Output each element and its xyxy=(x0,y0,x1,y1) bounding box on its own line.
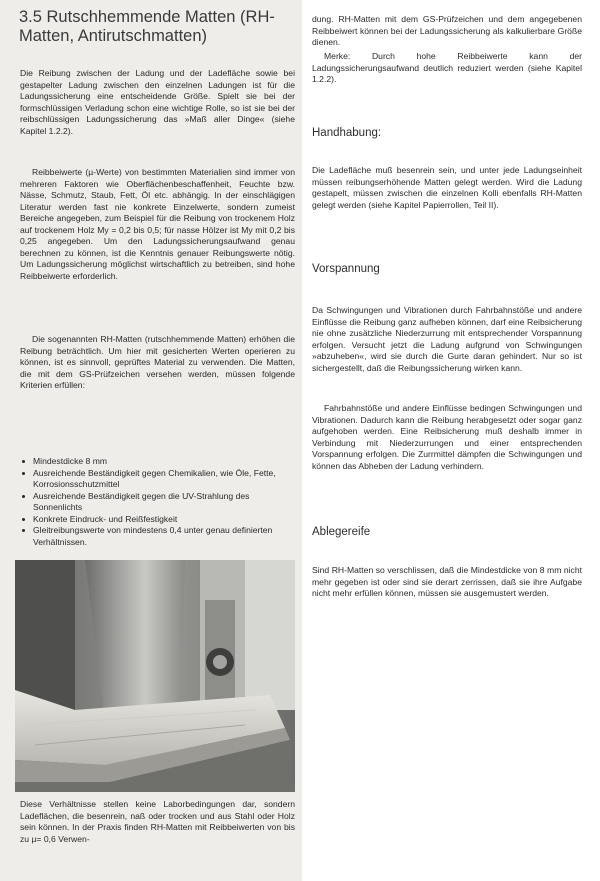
list-item: Ausreichende Beständigkeit gegen Chemikalien, wie Öle, Fette, Korrosionsschutzmittel xyxy=(20,468,290,491)
section-title: 3.5 Rutschhemmende Matten (RH-Matten, Antirutschmatten) xyxy=(19,8,275,45)
bullet-icon xyxy=(22,472,25,475)
right-paragraph-2: Merke: Durch hohe Reibbeiwerte kann der Ladungssicherungsaufwand deutlich reduziert werden (siehe Kapitel 1.2.2). xyxy=(312,51,582,85)
right-paragraph-4: Da Schwingungen und Vibrationen durch Fahrbahnstöße und andere Einflüsse die Reibung ganz aufheben können, darf eine Reibsicherung nie ohne zusätzliche Niederzurrung mit entsprechender Vorspannung erfolgen. Versucht jetzt die Ladung aufgrund von Schwingungen »abzuheben«, wird sie durch die Gurte daran gehindert. Nur so ist sichergestellt, daß die Reibungssicherung wirken kann. xyxy=(312,305,582,373)
heading-vorspannung: Vorspannung xyxy=(312,263,380,275)
left-paragraph-3: Die sogenannten RH-Matten (rutschhemmende Matten) erhöhen die Reibung beträchtlich. Um hier mit gesicherten Werten operieren zu können, ist es sinnvoll, geprüftes Material zu verwenden. Die Matten, die mit dem GS-Prüfzeichen versehen werden, müssen folgende Kriterien erfüllen: xyxy=(20,334,295,391)
right-paragraph-1: dung. RH-Matten mit dem GS-Prüfzeichen und dem angegebenen Reibbeiwert können bei der Ladungssicherung als kalkulierbare Größe dienen. xyxy=(312,14,582,48)
bullet-icon xyxy=(22,518,25,521)
list-item: Gleitreibungswerte von mindestens 0,4 unter genau definierten Verhältnissen. xyxy=(20,525,290,548)
heading-handhabung: Handhabung: xyxy=(312,127,382,139)
right-paragraph-5: Fahrbahnstöße und andere Einflüsse bedingen Schwingungen und Vibrationen. Dadurch kann die Reibung herabgesetzt oder sogar ganz aufgehoben werden. Eine Reibsicherung muß deshalb immer in Verbindung mit Niederzurrungen und einer entsprechenden Vorspannung erfolgen. Die Zurrmittel dämpfen die Schwingungen und können das Abheben der Ladung verhindern. xyxy=(312,403,582,471)
bullet-icon xyxy=(22,460,25,463)
list-item: Mindestdicke 8 mm xyxy=(20,456,290,468)
criteria-list xyxy=(20,456,290,548)
right-paragraph-6: Sind RH-Matten so verschlissen, daß die Mindestdicke von 8 mm nicht mehr gegeben ist oder sind sie derart zerrissen, daß sie ihre Aufgabe nicht mehr erfüllen können, müssen sie ausgemustert werden. xyxy=(312,565,582,599)
bullet-icon xyxy=(22,495,25,498)
left-paragraph-1: Die Reibung zwischen der Ladung und der Ladefläche sowie bei gestapelter Ladung zwischen den einzelnen Ladungen ist für die Ladungssicherung eine entscheidende Größe. Spielt sie bei der formschlüssigen Verladung schon eine wichtige Rolle, so ist sie bei der reibschlüssigen Ladungssicherung das »Maß aller Dinge« (siehe Kapitel 1.2.2). xyxy=(20,68,295,136)
anti-slip-mat-photo xyxy=(15,560,295,792)
photo-illustration xyxy=(15,560,295,792)
right-paragraph-3: Die Ladefläche muß besenrein sein, und unter jede Ladungseinheit müssen reibungserhöhende Matten gelegt werden. Wird die Ladung gestapelt, müssen zwischen die einzelnen Kolli ebenfalls RH-Matten gelegt werden (siehe Kapitel Papierrollen, Teil II). xyxy=(312,165,582,210)
bullet-icon xyxy=(22,529,25,532)
list-item: Konkrete Eindruck- und Reißfestigkeit xyxy=(20,514,290,526)
heading-ablegereife: Ablegereife xyxy=(312,526,371,538)
left-paragraph-2: Reibbeiwerte (µ-Werte) von bestimmten Materialien sind immer von mehreren Faktoren wie Oberflächenbeschaffenheit, Feuchte bzw. Nässe, Schmutz, Staub, Fett, Öl etc. abhängig. In der einschlägigen Literatur werden fast nie konkrete Einzelwerte, sondern zumeist Bereiche angegeben, zum Beispiel für die Reibung von trockenem Holz auf trockenem Holz My = 0,2 bis 0,5; für nasse Hölzer ist My mit 0,2 bis 0,25 angegeben. Um den Ladungssicherungsaufwand genau berechnen zu können, ist die Kenntnis genauer Reibungswerte nötig. Um Ladungssicherung möglichst wirtschaftlich zu betreiben, sind hohe Reibbeiwerte erforderlich. xyxy=(20,167,295,281)
list-item: Ausreichende Beständigkeit gegen die UV-Strahlung des Sonnenlichts xyxy=(20,491,290,514)
left-paragraph-4: Diese Verhältnisse stellen keine Laborbedingungen dar, sondern Ladeflächen, die besenrein, naß oder trocken und aus Stahl oder Holz sein können. In der Praxis finden RH-Matten mit Reibbeiwerten von bis zu µ= 0,6 Verwen- xyxy=(20,799,295,844)
